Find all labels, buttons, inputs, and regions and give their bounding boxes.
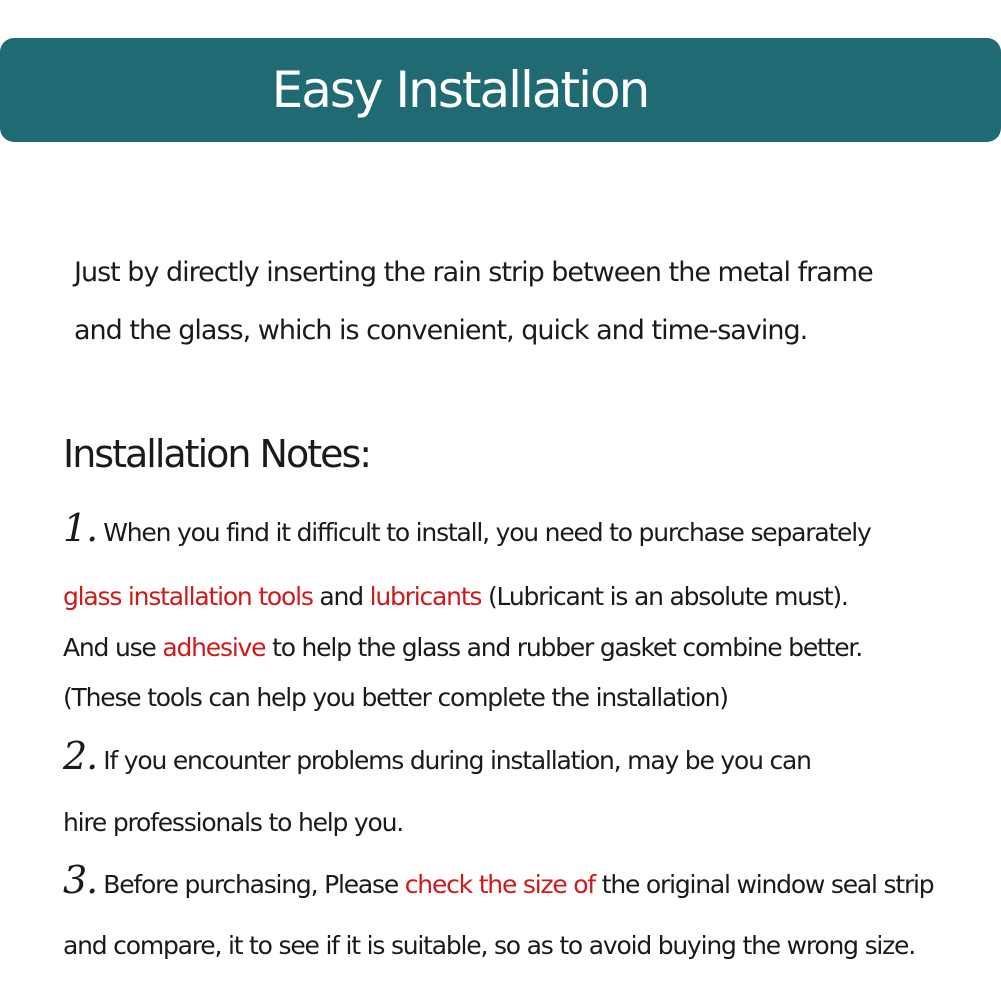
title-banner [0, 38, 1001, 142]
note-2-line-1 [63, 736, 811, 781]
note-3-number: 3. [63, 858, 98, 902]
intro-line-1: Just by directly inserting the rain strip between the metal frame [74, 257, 873, 288]
notes-heading: Installation Notes: [63, 432, 371, 476]
note-1-text: When you find it difficult to install, you need to purchase separately [103, 518, 871, 547]
note-3-line-2: and compare, it to see if it is suitable, so as to avoid buying the wrong size. [63, 931, 915, 960]
note-2-number: 2. [63, 734, 98, 778]
note-1-line-1 [63, 508, 871, 553]
note-1-connector: and [312, 582, 370, 611]
note-1-lubricant-text: (Lubricant is an absolute must). [481, 582, 848, 611]
highlight-glass-tools: glass installation tools [63, 582, 313, 611]
note-3-text: the original window seal strip [595, 870, 934, 899]
note-1-line-3 [63, 628, 862, 668]
note-1-adhesive-prefix: And use [63, 633, 163, 662]
note-1-adhesive-text: to help the glass and rubber gasket combine better. [265, 633, 862, 662]
note-3-prefix: Before purchasing, Please [103, 870, 405, 899]
note-1-number: 1. [63, 506, 98, 550]
note-2-line-2: hire professionals to help you. [63, 808, 404, 837]
highlight-check-size: check the size of [404, 870, 595, 899]
note-3-line-1 [63, 860, 933, 905]
note-2-text: If you encounter problems during installation, may be you can [103, 746, 811, 775]
highlight-lubricants: lubricants [369, 582, 482, 611]
intro-line-2: and the glass, which is convenient, quick and time-saving. [74, 315, 808, 346]
note-1-line-4: (These tools can help you better complete the installation) [63, 683, 728, 712]
highlight-adhesive: adhesive [162, 633, 266, 662]
page-title: Easy Installation [271, 61, 649, 119]
note-1-line-2 [63, 577, 848, 617]
intro-paragraph [74, 248, 974, 364]
